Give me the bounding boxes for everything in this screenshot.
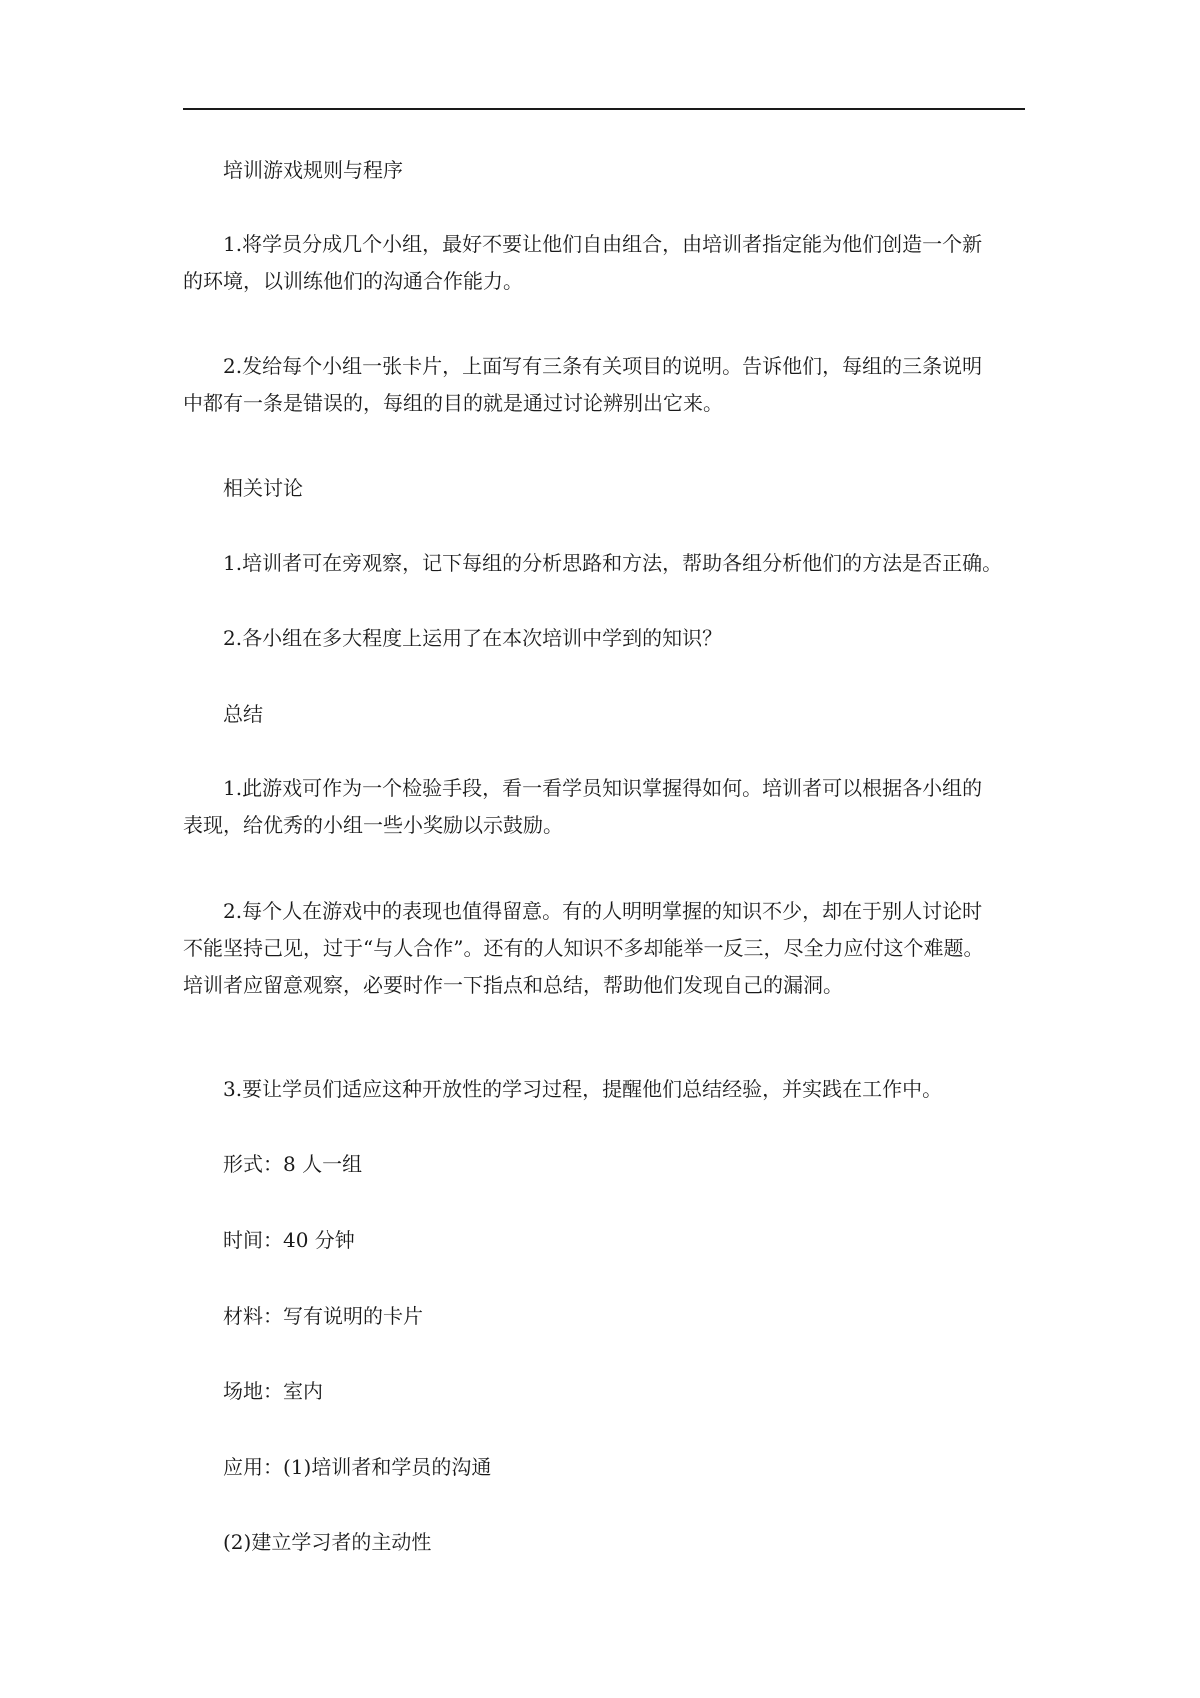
- heading-summary: 总结: [223, 702, 263, 726]
- summary-2-line-2: 不能坚持己见，过于“与人合作”。还有的人知识不多却能举一反三，尽全力应付这个难题。: [183, 936, 984, 960]
- meta-time: 时间：40 分钟: [223, 1228, 355, 1252]
- summary-2-line-1: 2.每个人在游戏中的表现也值得留意。有的人明明掌握的知识不少，却在于别人讨论时: [223, 899, 983, 923]
- rule-2-line-1: 2.发给每个小组一张卡片，上面写有三条有关项目的说明。告诉他们，每组的三条说明: [223, 354, 983, 378]
- heading-discussion: 相关讨论: [223, 476, 303, 500]
- rule-paragraph-1: [183, 226, 1025, 300]
- discussion-item-2: 2.各小组在多大程度上运用了在本次培训中学到的知识？: [223, 626, 723, 650]
- discussion-item-1: 1.培训者可在旁观察，记下每组的分析思路和方法，帮助各组分析他们的方法是否正确。: [223, 551, 1003, 575]
- rule-2-line-2: 中都有一条是错误的，每组的目的就是通过讨论辨别出它来。: [183, 391, 723, 415]
- meta-application-1: 应用：(1)培训者和学员的沟通: [223, 1455, 492, 1479]
- summary-paragraph-3: [183, 1071, 1025, 1108]
- meta-application-2: (2)建立学习者的主动性: [223, 1530, 432, 1554]
- summary-3-line-1: 3.要让学员们适应这种开放性的学习过程，提醒他们总结经验，并实践在工作中。: [223, 1077, 943, 1101]
- summary-1-line-2: 表现，给优秀的小组一些小奖励以示鼓励。: [183, 813, 563, 837]
- summary-2-line-3: 培训者应留意观察，必要时作一下指点和总结，帮助他们发现自己的漏洞。: [183, 973, 843, 997]
- rule-1-line-1: 1.将学员分成几个小组，最好不要让他们自由组合，由培训者指定能为他们创造一个新: [223, 232, 983, 256]
- summary-paragraph-2: [183, 893, 1025, 1004]
- meta-form: 形式：8 人一组: [223, 1152, 363, 1176]
- rule-1-line-2: 的环境，以训练他们的沟通合作能力。: [183, 269, 523, 293]
- heading-rules: 培训游戏规则与程序: [223, 158, 403, 182]
- meta-venue: 场地：室内: [223, 1379, 323, 1403]
- summary-1-line-1: 1.此游戏可作为一个检验手段，看一看学员知识掌握得如何。培训者可以根据各小组的: [223, 776, 983, 800]
- summary-paragraph-1: [183, 770, 1025, 844]
- header-rule: [183, 108, 1025, 110]
- meta-materials: 材料：写有说明的卡片: [223, 1304, 423, 1328]
- rule-paragraph-2: [183, 348, 1025, 422]
